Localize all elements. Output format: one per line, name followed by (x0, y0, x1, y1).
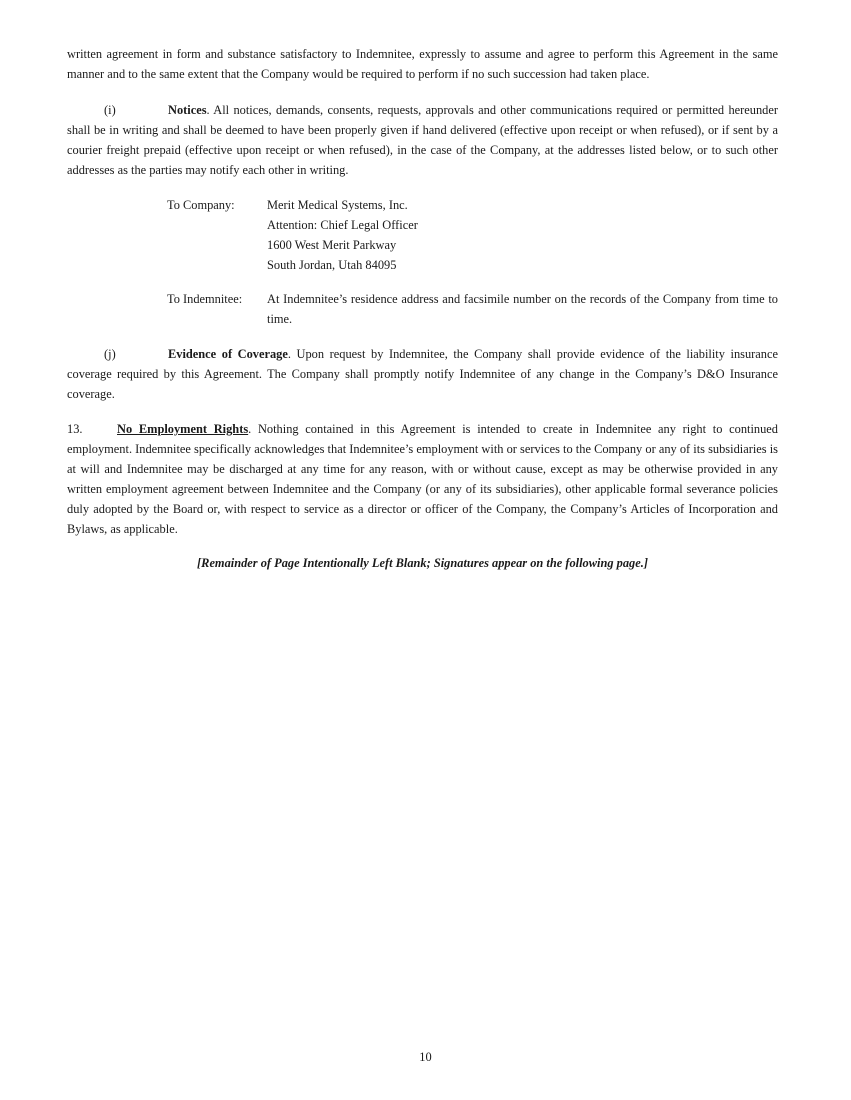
coverage-number: (j) (104, 347, 116, 361)
continuation-paragraph: written agreement in form and substance satisfactory to Indemnitee, expressly to assume and agree to perform this Agreement in the same manner and to the same extent that the Company would be required to perform if no such succession had taken place. (67, 47, 778, 81)
page-number: 10 (419, 1050, 432, 1064)
coverage-heading: Evidence of Coverage (168, 347, 288, 361)
to-company-label: To Company: (167, 198, 235, 212)
company-address-line: Merit Medical Systems, Inc. (267, 198, 408, 212)
coverage-paragraph (67, 344, 778, 404)
company-address-block (167, 195, 778, 275)
notices-text: . All notices, demands, consents, requests, approvals and other communications required or permitted hereunder shall be in writing and shall be deemed to have been properly given if hand delivered (effective upon receipt or when refused), or if sent by a courier freight prepaid (effective upon receipt or when refused), in the case of the Company, at the addresses listed below, or to such other addresses as the parties may notify each other in writing. (67, 103, 778, 177)
section-13-text: . Nothing contained in this Agreement is intended to create in Indemnitee any right to continued employment. Indemnitee specifically acknowledges that Indemnitee’s employment with or services to the Company or any of its subsidiaries is at will and Indemnitee may be discharged at any time for any reason, with or without cause, except as may be otherwise provided in any written employment agreement between Indemnitee and the Company (or any of its subsidiaries), other applicable formal severance policies duly adopted by the Board or, with respect to service as a director or officer of the Company, the Company’s Articles of Incorporation and Bylaws, as applicable. (67, 422, 778, 536)
remainder-note: [Remainder of Page Intentionally Left Blank; Signatures appear on the following page.] (197, 556, 648, 570)
notices-number: (i) (104, 103, 116, 117)
coverage-text: . Upon request by Indemnitee, the Company shall provide evidence of the liability insurance coverage required by this Agreement. The Company shall promptly notify Indemnitee of any change in the Company’s D&O Insurance coverage. (67, 347, 778, 401)
notices-heading: Notices (168, 103, 207, 117)
company-address-line: Attention: Chief Legal Officer (267, 218, 418, 232)
company-address (267, 195, 418, 275)
section-13-paragraph (67, 419, 778, 539)
company-address-line: 1600 West Merit Parkway (267, 238, 397, 252)
company-address-line: South Jordan, Utah 84095 (267, 258, 397, 272)
to-indemnitee-label: To Indemnitee: (167, 292, 243, 306)
section-13-number: 13. (67, 422, 83, 436)
indemnitee-address: At Indemnitee’s residence address and facsimile number on the records of the Company from time to time. (267, 292, 778, 326)
notices-paragraph (67, 100, 778, 180)
section-13-heading: No Employment Rights (117, 422, 249, 436)
document-page (67, 44, 778, 573)
indemnitee-address-block (167, 289, 778, 329)
